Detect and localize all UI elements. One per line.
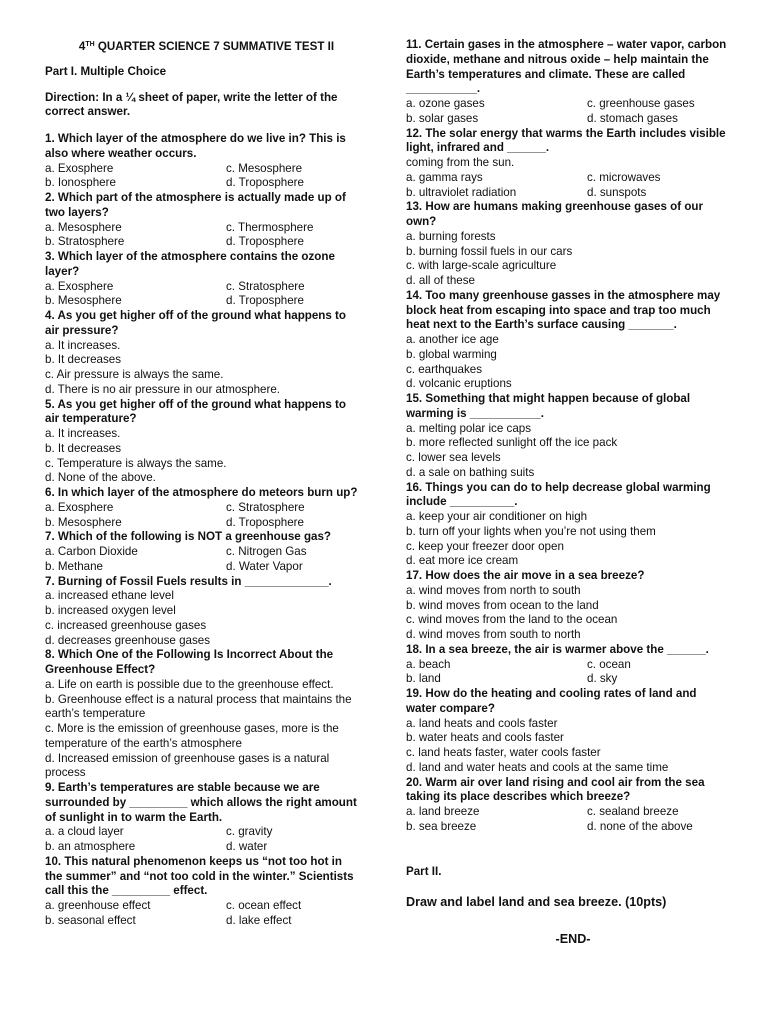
answer-options	[45, 825, 360, 855]
answer-option: c. wind moves from the land to the ocean	[406, 613, 618, 627]
question-text: 14. Too many greenhouse gasses in the atmosphere may block heat from escaping into space and trap too much heat next to the Earth’s surface causing _______.	[406, 288, 721, 332]
right-column	[406, 38, 728, 947]
part1-heading: Part I. Multiple Choice	[45, 64, 167, 78]
question-block	[45, 132, 360, 191]
answer-option: a. another ice age	[406, 333, 499, 346]
question-block	[406, 569, 728, 643]
answer-options	[406, 658, 728, 688]
answer-option: a. Life on earth is possible due to the greenhouse effect.	[45, 677, 334, 691]
part2-heading: Part II.	[406, 864, 442, 878]
question-block	[45, 648, 360, 781]
answer-option: d. all of these	[406, 274, 475, 287]
end-marker: -END-	[555, 932, 591, 946]
question-text: 17. How does the air move in a sea breeze?	[406, 569, 645, 582]
answer-option: a. It increases.	[45, 427, 121, 440]
question-block	[406, 38, 728, 127]
answer-option: b. wind moves from ocean to the land	[406, 598, 599, 612]
answer-option: d. land and water heats and cools at the same time	[406, 760, 669, 774]
question-text: 15. Something that might happen because of global warming is ___________.	[406, 392, 691, 420]
question-text: 4. As you get higher off of the ground what happens to air pressure?	[45, 309, 347, 337]
answer-option: a. It increases.	[45, 338, 121, 352]
question-text: 6. In which layer of the atmosphere do meteors burn up?	[45, 486, 358, 499]
question-block	[45, 575, 360, 649]
answer-option: c. microwaves	[587, 170, 661, 184]
question-block	[406, 643, 728, 687]
question-block	[406, 776, 728, 835]
question-text: 12. The solar energy that warms the Earth includes visible light, infrared and ______.	[406, 126, 726, 155]
answer-options	[45, 339, 360, 398]
answer-option: a. Exosphere	[45, 279, 114, 293]
answer-option: b. It decreases	[45, 353, 122, 367]
answer-option: a. greenhouse effect	[45, 899, 151, 912]
answer-option: d. sky	[587, 672, 618, 686]
answer-options	[406, 805, 728, 835]
question-text: 5. As you get higher off of the ground what happens to air temperature?	[45, 397, 347, 426]
question-block	[45, 398, 360, 487]
answer-options	[406, 510, 728, 569]
answer-option: b. solar gases	[406, 111, 479, 125]
answer-option: b. Mesosphere	[45, 515, 122, 529]
answer-option: d. water	[226, 840, 268, 853]
answer-option: b. turn off your lights when you’re not using them	[406, 524, 656, 538]
question-block	[406, 127, 728, 201]
answer-option: a. a cloud layer	[45, 825, 124, 839]
answer-option: b. Stratosphere	[45, 235, 125, 249]
answer-option: a. Exosphere	[45, 500, 114, 514]
answer-option: a. melting polar ice caps	[406, 421, 532, 435]
question-block	[406, 392, 728, 481]
direction-text: Direction: In a ¼ sheet of paper, write the letter of the correct answer.	[45, 90, 338, 119]
question-block	[406, 481, 728, 570]
answer-option: a. increased ethane level	[45, 589, 174, 603]
answer-option: a. land heats and cools faster	[406, 716, 558, 730]
question-text: 7. Burning of Fossil Fuels results in _____________.	[45, 574, 332, 588]
question-block	[45, 486, 360, 530]
answer-option: a. beach	[406, 657, 451, 671]
question-text: 13. How are humans making greenhouse gases of our own?	[406, 200, 704, 228]
answer-option: c. Mesosphere	[226, 161, 303, 175]
answer-option: b. Greenhouse effect is a natural process that maintains the earth’s temperature	[45, 692, 352, 721]
question-block	[406, 200, 728, 289]
question-text: 18. In a sea breeze, the air is warmer above the ______.	[406, 642, 709, 656]
answer-options	[406, 171, 728, 201]
answer-option: a. Mesosphere	[45, 220, 122, 234]
answer-options	[406, 97, 728, 127]
question-text: 7. Which of the following is NOT a greenhouse gas?	[45, 530, 331, 544]
left-column	[45, 38, 360, 929]
answer-options	[45, 221, 360, 251]
answer-options	[45, 589, 360, 648]
answer-option: c. More is the emission of greenhouse gases, more is the temperature of the earth’s atmosphere	[45, 722, 339, 750]
answer-option: b. Ionosphere	[45, 176, 116, 190]
question-tail: coming from the sun.	[406, 156, 515, 169]
answer-option: c. ocean effect	[226, 899, 302, 912]
answer-option: c. ocean	[587, 657, 631, 671]
answer-option: c. Stratosphere	[226, 279, 305, 293]
question-text: 3. Which layer of the atmosphere contains the ozone layer?	[45, 250, 335, 278]
answer-option: c. earthquakes	[406, 362, 483, 376]
answer-option: a. Carbon Dioxide	[45, 545, 138, 558]
answer-option: b. sea breeze	[406, 819, 477, 833]
question-text: 9. Earth’s temperatures are stable because we are surrounded by _________ which allows the right amount of sunlight in to warm the Earth.	[45, 781, 357, 824]
question-block	[45, 191, 360, 250]
question-text: 8. Which One of the Following Is Incorrect About the Greenhouse Effect?	[45, 648, 334, 676]
answer-options	[45, 427, 360, 486]
answer-option: a. land breeze	[406, 805, 480, 818]
question-text: 16. Things you can do to help decrease global warming include __________.	[406, 480, 711, 509]
right-question-list	[406, 38, 728, 835]
answer-option: d. stomach gases	[587, 111, 678, 125]
answer-options	[45, 501, 360, 531]
answer-option: c. Temperature is always the same.	[45, 456, 227, 470]
answer-option: b. an atmosphere	[45, 840, 136, 853]
question-block	[406, 289, 728, 392]
title-number: 4	[78, 40, 86, 53]
answer-option: a. ozone gases	[406, 97, 485, 110]
answer-option: d. sunspots	[587, 185, 647, 199]
answer-options	[45, 545, 360, 575]
answer-option: d. There is no air pressure in our atmosphere.	[45, 382, 280, 396]
answer-options	[406, 717, 728, 776]
answer-option: d. decreases greenhouse gases	[45, 633, 211, 647]
answer-option: b. burning fossil fuels in our cars	[406, 244, 573, 258]
answer-option: d. Troposphere	[226, 235, 304, 249]
answer-options	[45, 162, 360, 192]
answer-option: d. Water Vapor	[226, 559, 303, 573]
question-text: 20. Warm air over land rising and cool air from the sea taking its place describes which breeze?	[406, 775, 705, 804]
question-block	[45, 855, 360, 929]
answer-options	[45, 678, 360, 781]
answer-option: c. greenhouse gases	[587, 97, 695, 110]
answer-option: a. keep your air conditioner on high	[406, 510, 588, 523]
question-block	[45, 781, 360, 855]
answer-option: c. Thermosphere	[226, 220, 314, 234]
answer-options	[45, 280, 360, 310]
answer-options	[45, 899, 360, 929]
answer-options	[406, 230, 728, 289]
answer-option: c. lower sea levels	[406, 451, 501, 464]
answer-option: d. lake effect	[226, 913, 292, 927]
answer-option: c. Air pressure is always the same.	[45, 368, 224, 381]
answer-option: b. land	[406, 672, 441, 686]
answer-option: b. ultraviolet radiation	[406, 185, 517, 199]
answer-option: c. keep your freezer door open	[406, 539, 564, 553]
answer-options	[406, 333, 728, 392]
answer-option: d. volcanic eruptions	[406, 377, 512, 391]
answer-option: c. land heats faster, water cools faster	[406, 746, 601, 759]
question-text: 11. Certain gases in the atmosphere – water vapor, carbon dioxide, methane and nitrous oxide – help maintain the Earth’s temperatures and climate. These are called ___________.	[406, 38, 727, 96]
answer-option: d. a sale on bathing suits	[406, 465, 535, 479]
answer-option: b. It decreases	[45, 441, 122, 455]
answer-option: c. with large-scale agriculture	[406, 259, 557, 273]
question-block	[45, 530, 360, 574]
answer-option: d. None of the above.	[45, 471, 156, 485]
answer-option: c. sealand breeze	[587, 805, 679, 818]
answer-options	[406, 584, 728, 643]
answer-option: d. wind moves from south to north	[406, 628, 581, 641]
answer-option: a. wind moves from north to south	[406, 583, 581, 597]
answer-option: b. more reflected sunlight off the ice pack	[406, 436, 618, 450]
answer-option: c. Stratosphere	[226, 500, 305, 514]
question-block	[45, 309, 360, 398]
title-text: QUARTER SCIENCE 7 SUMMATIVE TEST II	[94, 40, 335, 53]
question-block	[45, 250, 360, 309]
part2-instruction: Draw and label land and sea breeze. (10pts)	[406, 895, 667, 910]
question-text: 19. How do the heating and cooling rates of land and water compare?	[406, 687, 697, 715]
answer-option: d. none of the above	[587, 819, 693, 833]
answer-option: c. increased greenhouse gases	[45, 618, 207, 632]
answer-option: a. Exosphere	[45, 161, 114, 175]
page-title	[45, 38, 360, 55]
answer-option: d. Troposphere	[226, 515, 304, 529]
answer-option: c. Nitrogen Gas	[226, 545, 307, 558]
answer-option: b. seasonal effect	[45, 913, 136, 927]
answer-option: b. water heats and cools faster	[406, 731, 564, 745]
answer-option: b. global warming	[406, 347, 497, 361]
answer-option: b. increased oxygen level	[45, 604, 176, 617]
question-text: 2. Which part of the atmosphere is actually made up of two layers?	[45, 191, 346, 219]
answer-option: d. Troposphere	[226, 294, 304, 308]
question-block	[406, 687, 728, 776]
answer-option: b. Mesosphere	[45, 294, 122, 308]
title-superscript: TH	[85, 41, 95, 48]
answer-option: d. Troposphere	[226, 176, 304, 190]
answer-option: c. gravity	[226, 825, 273, 839]
answer-option: a. gamma rays	[406, 170, 483, 184]
left-question-list	[45, 132, 360, 929]
answer-option: d. eat more ice cream	[406, 554, 519, 568]
answer-option: b. Methane	[45, 559, 104, 573]
answer-option: a. burning forests	[406, 229, 496, 243]
question-text: 1. Which layer of the atmosphere do we live in? This is also where weather occurs.	[45, 132, 346, 160]
question-text: 10. This natural phenomenon keeps us “not too hot in the summer” and “not too cold in the winter.” Scientists call this the _________ effect.	[45, 854, 354, 898]
answer-options	[406, 422, 728, 481]
answer-option: d. Increased emission of greenhouse gases is a natural process	[45, 751, 330, 780]
